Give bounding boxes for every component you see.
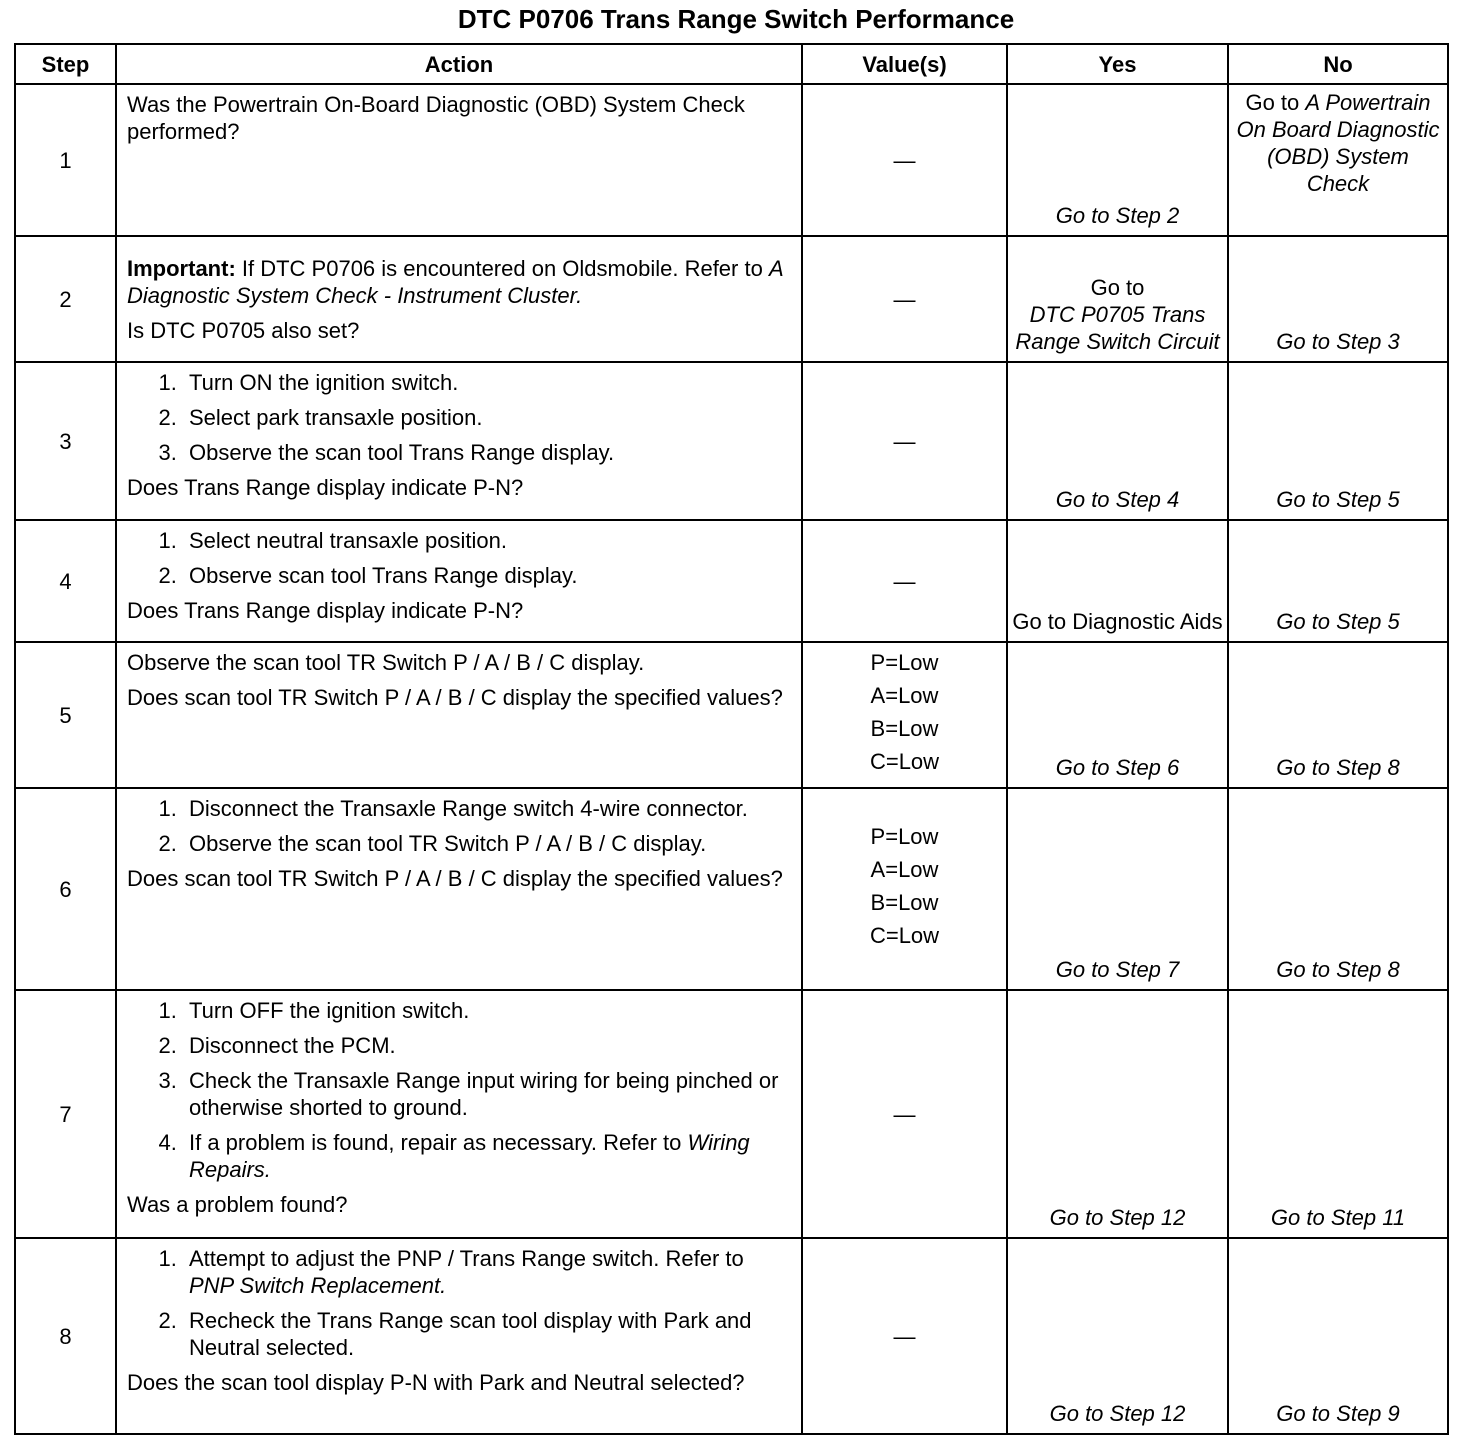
action-cell: [116, 362, 802, 520]
value-cell: —: [802, 236, 1007, 362]
no-link[interactable]: Go to Step 3: [1228, 236, 1448, 362]
action-question: Does Trans Range display indicate P-N?: [127, 598, 524, 623]
action-steps: [127, 997, 791, 1183]
action-steps: [127, 527, 791, 589]
no-link[interactable]: Go to Step 11: [1228, 990, 1448, 1238]
action-question: Does the scan tool display P-N with Park and Neutral selected?: [127, 1370, 745, 1395]
step-number: 3: [15, 362, 116, 520]
action-step-text: If a problem is found, repair as necessary. Refer to: [189, 1130, 682, 1155]
action-cell: [116, 642, 802, 788]
action-question: Was the Powertrain On-Board Diagnostic (OBD) System Check performed?: [127, 92, 745, 144]
value-item: B=Low: [870, 716, 939, 741]
action-intro: Observe the scan tool TR Switch P / A / B / C display.: [127, 650, 645, 675]
action-steps: [127, 795, 791, 857]
action-question: Is DTC P0705 also set?: [127, 317, 360, 343]
header-step: Step: [15, 44, 116, 84]
step-number: 1: [15, 84, 116, 236]
value-item: P=Low: [870, 824, 939, 849]
step-number: 2: [15, 236, 116, 362]
table-row: [15, 362, 1448, 520]
no-link[interactable]: A Powertrain On Board Diagnostic (OBD) System Check: [1236, 90, 1440, 196]
yes-link[interactable]: Go to Step 7: [1007, 788, 1228, 990]
action-step-item: 3. Check the Transaxle Range input wiring for being pinched or otherwise shorted to ground.: [183, 1067, 791, 1121]
value-item: C=Low: [869, 923, 940, 948]
step-number: 4: [15, 520, 116, 642]
table-row: [15, 1238, 1448, 1434]
action-step-item: 2. Disconnect the PCM.: [183, 1032, 791, 1059]
header-no: No: [1228, 44, 1448, 84]
value-list: [802, 642, 1007, 788]
wiring-repairs-link[interactable]: Wiring Repairs.: [189, 1130, 750, 1182]
no-link[interactable]: Go to Step 8: [1228, 642, 1448, 788]
yes-link[interactable]: DTC P0705 Trans Range Switch Circuit: [1015, 302, 1220, 354]
diagnostic-table: [14, 43, 1449, 1435]
value-item: P=Low: [870, 650, 939, 675]
value-list: [802, 788, 1007, 990]
header-values: Value(s): [802, 44, 1007, 84]
action-step-item: 3. Observe the scan tool Trans Range display.: [183, 439, 791, 466]
no-link[interactable]: Go to Step 5: [1228, 520, 1448, 642]
action-step-item: 2. Observe the scan tool TR Switch P / A / B / C display.: [183, 830, 791, 857]
action-step-text: Attempt to adjust the PNP / Trans Range switch. Refer to: [189, 1246, 744, 1271]
action-step-item: 1. Select neutral transaxle position.: [183, 527, 791, 554]
no-cell: [1228, 84, 1448, 236]
action-step-item: [183, 1129, 791, 1183]
step-number: 6: [15, 788, 116, 990]
table-row: [15, 642, 1448, 788]
action-cell: [116, 1238, 802, 1434]
yes-cell: [1007, 236, 1228, 362]
value-cell: —: [802, 1238, 1007, 1434]
table-header-row: [15, 44, 1448, 84]
yes-link[interactable]: Go to Step 12: [1007, 1238, 1228, 1434]
no-prefix: Go to: [1245, 90, 1300, 115]
action-question: Does scan tool TR Switch P / A / B / C display the specified values?: [127, 685, 783, 710]
value-item: C=Low: [869, 749, 940, 774]
header-yes: Yes: [1007, 44, 1228, 84]
table-row: [15, 236, 1448, 362]
yes-link[interactable]: Go to Step 6: [1007, 642, 1228, 788]
action-steps: [127, 369, 791, 466]
value-cell: —: [802, 990, 1007, 1238]
pnp-switch-replacement-link[interactable]: PNP Switch Replacement.: [189, 1273, 447, 1298]
action-step-item: 2. Observe scan tool Trans Range display.: [183, 562, 791, 589]
action-cell: [116, 788, 802, 990]
action-cell: [116, 236, 802, 362]
yes-link[interactable]: Go to Step 2: [1007, 84, 1228, 236]
value-item: A=Low: [870, 683, 939, 708]
important-link[interactable]: A Diagnostic System Check - Instrument Cluster.: [127, 255, 783, 308]
yes-prefix: Go to: [1090, 275, 1145, 300]
action-question: Does Trans Range display indicate P-N?: [127, 475, 524, 500]
value-cell: —: [802, 84, 1007, 236]
action-cell: [116, 84, 802, 236]
step-number: 7: [15, 990, 116, 1238]
yes-link[interactable]: Go to Step 4: [1007, 362, 1228, 520]
action-step-item: [183, 1245, 791, 1299]
action-step-item: 1. Disconnect the Transaxle Range switch 4-wire connector.: [183, 795, 791, 822]
action-cell: [116, 520, 802, 642]
important-note: [127, 255, 791, 309]
table-row: [15, 990, 1448, 1238]
action-step-item: 2. Select park transaxle position.: [183, 404, 791, 431]
no-link[interactable]: Go to Step 8: [1228, 788, 1448, 990]
value-cell: —: [802, 520, 1007, 642]
step-number: 8: [15, 1238, 116, 1434]
action-step-item: 1. Turn OFF the ignition switch.: [183, 997, 791, 1024]
no-link[interactable]: Go to Step 5: [1228, 362, 1448, 520]
table-row: [15, 788, 1448, 990]
step-number: 5: [15, 642, 116, 788]
value-cell: —: [802, 362, 1007, 520]
action-steps: [127, 1245, 791, 1361]
important-text: If DTC P0706 is encountered on Oldsmobile. Refer to: [241, 255, 763, 281]
action-step-item: 2. Recheck the Trans Range scan tool display with Park and Neutral selected.: [183, 1307, 791, 1361]
table-row: [15, 520, 1448, 642]
value-item: A=Low: [870, 857, 939, 882]
action-step-item: 1. Turn ON the ignition switch.: [183, 369, 791, 396]
action-question: Was a problem found?: [127, 1192, 348, 1217]
yes-link[interactable]: Go to Step 12: [1007, 990, 1228, 1238]
important-label: Important:: [127, 255, 236, 281]
yes-link[interactable]: Go to Diagnostic Aids: [1007, 520, 1228, 642]
action-cell: [116, 990, 802, 1238]
table-row: [15, 84, 1448, 236]
document-title: DTC P0706 Trans Range Switch Performance: [457, 4, 1015, 34]
header-action: Action: [116, 44, 802, 84]
no-link[interactable]: Go to Step 9: [1228, 1238, 1448, 1434]
action-question: Does scan tool TR Switch P / A / B / C display the specified values?: [127, 866, 783, 891]
value-item: B=Low: [870, 890, 939, 915]
